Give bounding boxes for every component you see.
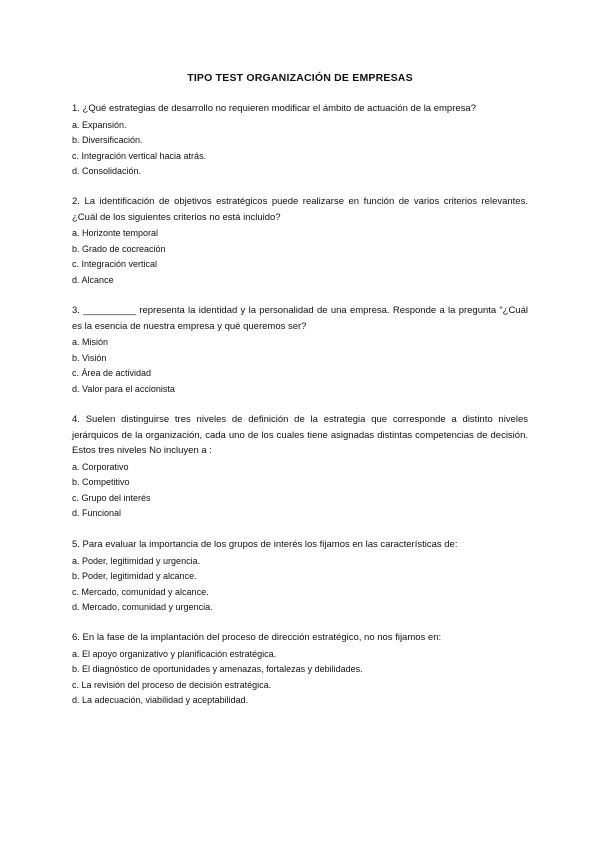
question-5	[72, 537, 528, 616]
question-text: 2. La identificación de objetivos estratégicos puede realizarse en función de varios criterios relevantes. ¿Cuál de los siguientes criterios no está incluido?	[72, 196, 528, 223]
option-a: a. El apoyo organizativo y planificación estratégica.	[72, 648, 277, 659]
question-text: 4. Suelen distinguirse tres niveles de definición de la estrategia que corresponde a distinto niveles jerárquicos de la organización, cada uno de los cuales tiene asignadas distintas competencias de decisión. Estos tres niveles No incluyen a :	[72, 414, 528, 456]
document-title: TIPO TEST ORGANIZACIÓN DE EMPRESAS	[187, 72, 413, 84]
question-text: 5. Para evaluar la importancia de los grupos de interés los fijamos en las características de:	[72, 539, 458, 550]
question-3	[72, 303, 528, 397]
option-a: a. Horizonte temporal	[72, 228, 159, 238]
question-4	[72, 412, 528, 522]
option-d: d. Mercado, comunidad y urgencia.	[72, 602, 213, 612]
option-a: a. Corporativo	[72, 461, 129, 472]
option-c: c. Mercado, comunidad y alcance.	[72, 586, 209, 597]
option-b: b. Poder, legitimidad y alcance.	[72, 571, 197, 581]
question-6	[72, 630, 528, 709]
option-c: c. Integración vertical	[72, 259, 158, 269]
option-b: b. Competitivo	[72, 477, 130, 487]
question-2	[72, 194, 528, 288]
option-b: b. Diversificación.	[72, 135, 143, 145]
option-c: c. Integración vertical hacia atrás.	[72, 150, 207, 161]
option-c: c. Área de actividad	[72, 368, 152, 378]
question-text: 3. __________ representa la identidad y la personalidad de una empresa. Responde a la pregunta “¿Cuál es la esencia de nuestra empresa y qué queremos ser?	[72, 305, 528, 332]
option-d: d. Alcance	[72, 274, 114, 285]
option-c: c. Grupo del interés	[72, 492, 151, 503]
question-text: 1. ¿Qué estrategias de desarrollo no requieren modificar el ámbito de actuación de la empresa?	[72, 103, 476, 114]
option-a: a. Poder, legitimidad y urgencia.	[72, 555, 201, 566]
option-c: c. La revisión del proceso de decisión estratégica.	[72, 679, 272, 690]
option-a: a. Misión	[72, 337, 109, 347]
option-b: b. Grado de cocreación	[72, 243, 166, 254]
option-d: d. Valor para el accionista	[72, 383, 175, 394]
option-b: b. El diagnóstico de oportunidades y amenazas, fortalezas y debilidades.	[72, 664, 363, 674]
option-b: b. Visión	[72, 352, 107, 363]
option-d: d. Consolidación.	[72, 166, 142, 176]
option-d: d. La adecuación, viabilidad y aceptabilidad.	[72, 695, 249, 705]
option-d: d. Funcional	[72, 508, 122, 518]
option-a: a. Expansión.	[72, 119, 127, 130]
question-text: 6. En la fase de la implantación del proceso de dirección estratégico, no nos fijamos en:	[72, 632, 442, 643]
question-1	[72, 101, 528, 180]
